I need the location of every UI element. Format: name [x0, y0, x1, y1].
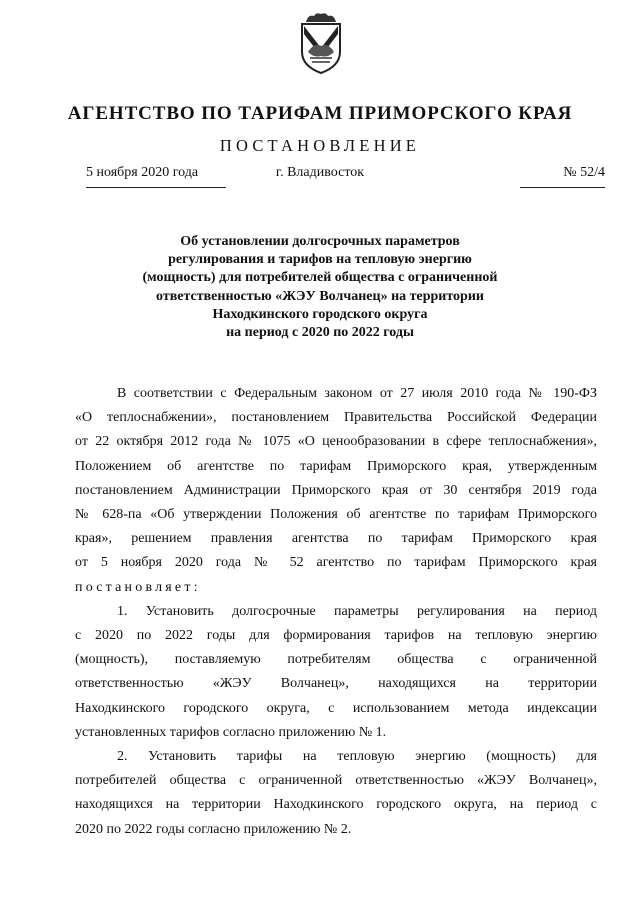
body-line: № 628-па «Об утверждении Положения об агентстве по тарифам Приморского: [75, 507, 597, 523]
body-line-resolves: постановляет:: [75, 579, 201, 595]
title-line: регулирования и тарифов на тепловую энергию: [168, 252, 472, 268]
title-line: ответственностью «ЖЭУ Волчанец» на территории: [156, 288, 484, 304]
document-date: 5 ноября 2020 года: [86, 165, 226, 188]
body-line: 2. Установить тарифы на тепловую энергию (мощность) для: [117, 749, 597, 765]
agency-name: АГЕНТСТВО ПО ТАРИФАМ ПРИМОРСКОГО КРАЯ: [67, 103, 573, 124]
title-line: Об установлении долгосрочных параметров: [180, 234, 460, 249]
coat-of-arms-emblem: [298, 12, 344, 76]
body-line: Положением об агентстве по тарифам Приморского края, утвержденным: [75, 458, 597, 474]
body-line: «О теплоснабжении», постановлением Правительства Российской Федерации: [75, 410, 597, 426]
body-line: постановлением Администрации Приморского края от 30 сентября 2019 года: [75, 482, 597, 498]
body-line: с 2020 по 2022 годы для формирования тарифов на тепловую энергию: [75, 628, 597, 644]
body-line: Находкинского городского округа, с использованием метода индексации: [75, 700, 597, 716]
body-line: В соответствии с Федеральным законом от 27 июля 2010 года № 190-ФЗ: [117, 386, 597, 401]
title-line: (мощность) для потребителей общества с ограниченной: [142, 270, 498, 286]
body-line: (мощность), поставляемую потребителям общества с ограниченной: [75, 652, 597, 668]
body-line: находящихся на территории Находкинского городского округа, на период с: [75, 797, 597, 813]
body-line: установленных тарифов согласно приложению № 1.: [75, 724, 387, 740]
title-line: на период с 2020 по 2022 годы: [226, 325, 414, 341]
document-type: ПОСТАНОВЛЕНИЕ: [219, 136, 421, 155]
document-number: № 52/4: [520, 165, 605, 188]
body-line: 2020 по 2022 годы согласно приложению № 2.: [75, 821, 352, 837]
body-line: от 22 октября 2012 года № 1075 «О ценообразовании в сфере теплоснабжения»,: [75, 434, 597, 450]
document-body: [75, 382, 597, 842]
body-line: потребителей общества с ограниченной ответственностью «ЖЭУ Волчанец»,: [75, 773, 597, 789]
body-line: 1. Установить долгосрочные параметры регулирования на период: [117, 603, 597, 619]
document-title: [60, 233, 580, 342]
body-line: ответственностью «ЖЭУ Волчанец», находящихся на территории: [75, 676, 597, 692]
document-city: г. Владивосток: [275, 165, 365, 180]
body-line: края», решением правления агентства по тарифам Приморского края: [75, 531, 597, 547]
title-line: Находкинского городского округа: [212, 306, 428, 322]
body-line: от 5 ноября 2020 года № 52 агентство по тарифам Приморского края: [75, 555, 597, 571]
